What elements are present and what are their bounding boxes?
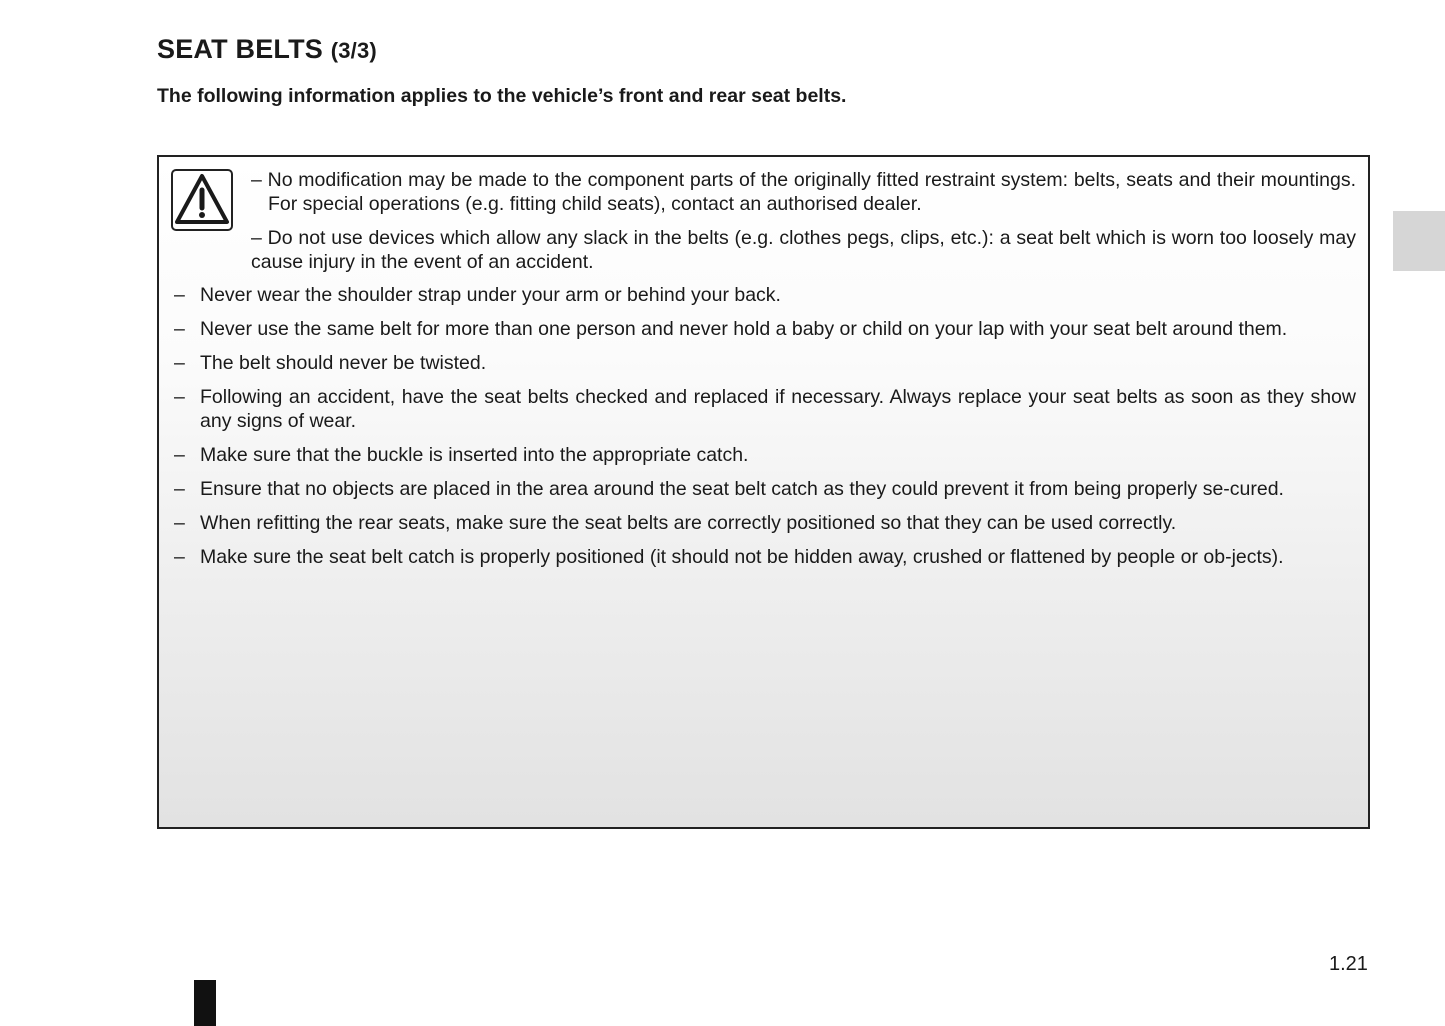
list-item (171, 511, 1356, 535)
page-number: 1.21 (1329, 953, 1368, 975)
list-dash: – (174, 352, 185, 374)
list-dash: – (174, 512, 185, 534)
list-item-text: Make sure the seat belt catch is properly positioned (it should not be hidden away, crushed or flattened by people or ob-jects). (200, 546, 1284, 568)
list-item (171, 477, 1356, 501)
list-item (171, 283, 1356, 307)
list-dash: – (174, 318, 185, 340)
list-item-text: Never use the same belt for more than one person and never hold a baby or child on your lap with your seat belt around them. (200, 318, 1288, 340)
list-item (171, 385, 1356, 433)
list-item (171, 545, 1356, 569)
list-item-text: Never wear the shoulder strap under your arm or behind your back. (200, 284, 781, 306)
list-dash: – (174, 444, 185, 466)
list-item-text: The belt should never be twisted. (200, 352, 487, 374)
chapter-tab (1393, 211, 1445, 271)
list-item-text: Make sure that the buckle is inserted into the appropriate catch. (200, 444, 749, 466)
intro-text: The following information applies to the vehicle’s front and rear seat belts. (157, 85, 847, 107)
list-item-text: Ensure that no objects are placed in the area around the seat belt catch as they could prevent it from being properly se-cured. (200, 478, 1284, 500)
list-item (171, 317, 1356, 341)
list-dash: – (174, 478, 185, 500)
warning-lead (251, 168, 1356, 284)
list-item (171, 443, 1356, 467)
page-title (157, 34, 377, 65)
warning-list (171, 283, 1356, 579)
warning-lead-paragraph: – No modification may be made to the component parts of the originally fitted restraint system: belts, seats and their mountings. For special operations (e.g. fitting child seats), contact an authorised dealer. (251, 169, 1356, 215)
list-item-text: Following an accident, have the seat belts checked and replaced if necessary. Always replace your seat belts as soon as they show any signs of wear. (200, 386, 1356, 432)
page-title-part: (3/3) (330, 38, 377, 63)
list-dash: – (174, 546, 185, 568)
warning-lead-paragraph: – Do not use devices which allow any slack in the belts (e.g. clothes pegs, clips, etc.): a seat belt which is worn too loosely may cause injury in the event of an accident. (251, 227, 1356, 273)
warning-box (157, 155, 1370, 829)
list-dash: – (174, 284, 185, 306)
list-item (171, 351, 1356, 375)
list-dash: – (174, 386, 185, 408)
page-title-text: SEAT BELTS (157, 34, 324, 64)
warning-triangle-icon (171, 169, 233, 231)
page-edge-mark (194, 980, 216, 1026)
list-item-text: When refitting the rear seats, make sure the seat belts are correctly positioned so that they can be used correctly. (200, 512, 1177, 534)
